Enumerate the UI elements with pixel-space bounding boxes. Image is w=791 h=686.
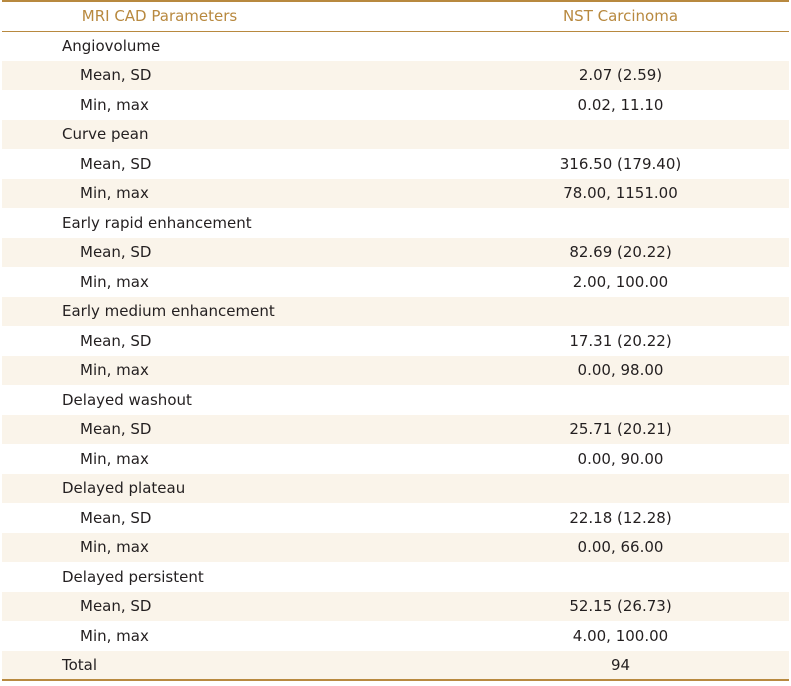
table-body (2, 31, 789, 680)
table-header (2, 1, 789, 31)
row-value: 22.18 (12.28) (569, 508, 672, 527)
row-label: Min, max (80, 95, 149, 114)
table-row (2, 267, 789, 297)
row-label: Min, max (80, 538, 149, 557)
group-row-delayed-persistent (2, 562, 789, 592)
table-row (2, 179, 789, 209)
group-row-early-rapid-enhancement (2, 208, 789, 238)
row-value: 25.71 (20.21) (569, 420, 672, 439)
table-row (2, 61, 789, 91)
group-label: Early medium enhancement (62, 302, 275, 321)
row-value: 0.02, 11.10 (577, 95, 664, 114)
header-mri-cad-parameters: MRI CAD Parameters (81, 7, 238, 26)
table-row (2, 621, 789, 651)
row-label: Min, max (80, 184, 149, 203)
group-row-early-medium-enhancement (2, 297, 789, 327)
row-label: Min, max (80, 449, 149, 468)
table-row (2, 444, 789, 474)
row-value: 52.15 (26.73) (569, 597, 672, 616)
total-label: Total (62, 655, 98, 674)
row-label: Mean, SD (80, 66, 152, 85)
row-value: 2.07 (2.59) (578, 66, 663, 85)
row-value: 82.69 (20.22) (569, 243, 672, 262)
row-label: Mean, SD (80, 420, 152, 439)
group-label: Delayed plateau (62, 479, 186, 498)
table-row (2, 149, 789, 179)
row-label: Mean, SD (80, 597, 152, 616)
group-row-delayed-washout (2, 385, 789, 415)
mri-cad-parameters-table (2, 0, 789, 681)
group-label: Delayed persistent (62, 567, 204, 586)
group-label: Early rapid enhancement (62, 213, 252, 232)
row-label: Mean, SD (80, 331, 152, 350)
group-label: Angiovolume (62, 37, 161, 55)
group-row-delayed-plateau (2, 474, 789, 504)
table-row (2, 533, 789, 563)
row-value: 78.00, 1151.00 (563, 184, 678, 203)
row-value: 4.00, 100.00 (572, 626, 669, 645)
group-row-angiovolume (2, 31, 789, 61)
header-nst-carcinoma: NST Carcinoma (562, 7, 679, 26)
row-value: 0.00, 90.00 (577, 449, 664, 468)
row-value: 316.50 (179.40) (559, 154, 682, 173)
row-label: Mean, SD (80, 508, 152, 527)
total-row (2, 651, 789, 681)
results-table-container (2, 0, 789, 681)
table-row (2, 238, 789, 268)
row-label: Min, max (80, 361, 149, 380)
row-value: 0.00, 66.00 (577, 538, 664, 557)
row-label: Mean, SD (80, 154, 152, 173)
group-row-curve-pean (2, 120, 789, 150)
table-row (2, 326, 789, 356)
table-row (2, 356, 789, 386)
row-label: Min, max (80, 626, 149, 645)
table-row (2, 90, 789, 120)
row-value: 2.00, 100.00 (572, 272, 669, 291)
group-label: Delayed washout (62, 390, 192, 409)
group-label: Curve pean (62, 125, 149, 144)
table-row (2, 592, 789, 622)
row-value: 17.31 (20.22) (569, 331, 672, 350)
table-row (2, 503, 789, 533)
table-row (2, 415, 789, 445)
row-label: Min, max (80, 272, 149, 291)
row-value: 0.00, 98.00 (577, 361, 664, 380)
header-row (2, 1, 789, 31)
total-value: 94 (610, 655, 631, 674)
row-label: Mean, SD (80, 243, 152, 262)
